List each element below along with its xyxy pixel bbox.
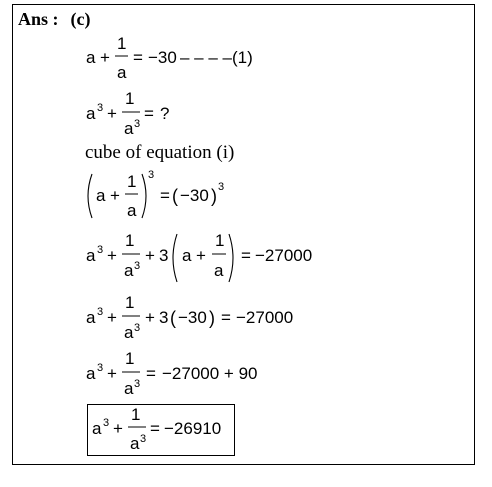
math-glyph: a [96,186,106,205]
math-glyph: + [145,246,155,265]
math-glyph: a [117,63,127,82]
math-glyph: ) [211,186,217,206]
math-glyph: a [130,434,140,453]
parenthesis [88,174,92,218]
math-glyph: a [124,119,134,138]
cube-of-equation-text: cube of equation (i) [85,142,235,163]
answer-label: Ans : [18,9,59,29]
math-glyph: a [86,308,96,327]
math-glyph: 3 [103,417,110,429]
equation-2 [84,90,204,140]
math-glyph: + [100,48,110,67]
math-glyph: −27000 + 90 [162,364,258,383]
math-glyph: a [86,48,96,67]
math-glyph: = [146,364,156,383]
math-glyph: 1 [127,172,137,191]
math-glyph: 3 [134,322,141,334]
math-glyph: 3 [140,433,147,445]
math-glyph: 1 [117,34,127,53]
math-glyph: 3 [97,244,104,256]
equation-3 [84,166,254,226]
math-glyph: 1 [131,405,141,424]
math-glyph: a [127,201,137,220]
math-glyph: −26910 [164,419,222,438]
math-glyph: = [133,48,143,67]
math-glyph: −30 [180,186,209,205]
math-glyph: a [214,261,224,280]
math-glyph: + [107,308,117,327]
math-glyph: + [145,308,155,327]
math-glyph: 3 [159,246,169,265]
math-glyph: ( [170,308,176,328]
math-glyph: −27000 [236,308,294,327]
math-glyph: 3 [134,260,141,272]
parenthesis [142,174,146,218]
equation-1 [84,34,274,84]
equation-4 [84,228,334,288]
math-glyph: 3 [134,378,141,390]
math-glyph: 1 [125,90,135,108]
math-glyph: + [110,186,120,205]
math-glyph: 3 [218,181,225,193]
math-glyph: a [86,246,96,265]
math-glyph: 1 [125,293,135,312]
parenthesis [229,234,233,282]
math-glyph: 3 [97,362,104,374]
math-glyph: 3 [159,308,169,327]
math-glyph: −27000 [255,246,313,265]
math-glyph: a [124,379,134,398]
equation-7-final [88,405,234,455]
math-glyph: 1 [125,350,135,368]
math-glyph: 3 [148,169,155,181]
math-glyph: = [144,104,154,123]
math-glyph: 3 [134,118,141,130]
math-glyph: = [241,246,251,265]
math-glyph: 1 [215,231,225,250]
answer-heading [18,9,91,30]
math-glyph: ? [160,104,170,123]
math-glyph: + [107,246,117,265]
parenthesis [173,234,177,282]
math-glyph: + [107,364,117,383]
math-glyph: = [160,186,170,205]
math-glyph: a [86,104,96,123]
answer-option: (c) [70,9,91,29]
math-glyph: 3 [97,306,104,318]
equation-5 [84,292,324,346]
math-glyph: 3 [97,102,104,114]
math-glyph: a [124,323,134,342]
math-glyph: + [196,246,206,265]
math-glyph: = [150,419,160,438]
math-glyph: a [86,364,96,383]
math-glyph: = [221,308,231,327]
math-glyph: −30 [148,48,177,67]
math-glyph: a [182,246,192,265]
math-glyph: – – – –(1) [180,48,253,67]
math-glyph: + [107,104,117,123]
math-glyph: −30 [178,308,207,327]
equation-6 [84,350,304,404]
math-glyph: + [113,419,123,438]
math-glyph: a [92,419,102,438]
math-glyph: ( [172,186,178,206]
math-glyph: 1 [125,231,135,250]
math-glyph: ) [209,308,215,328]
math-glyph: a [124,261,134,280]
